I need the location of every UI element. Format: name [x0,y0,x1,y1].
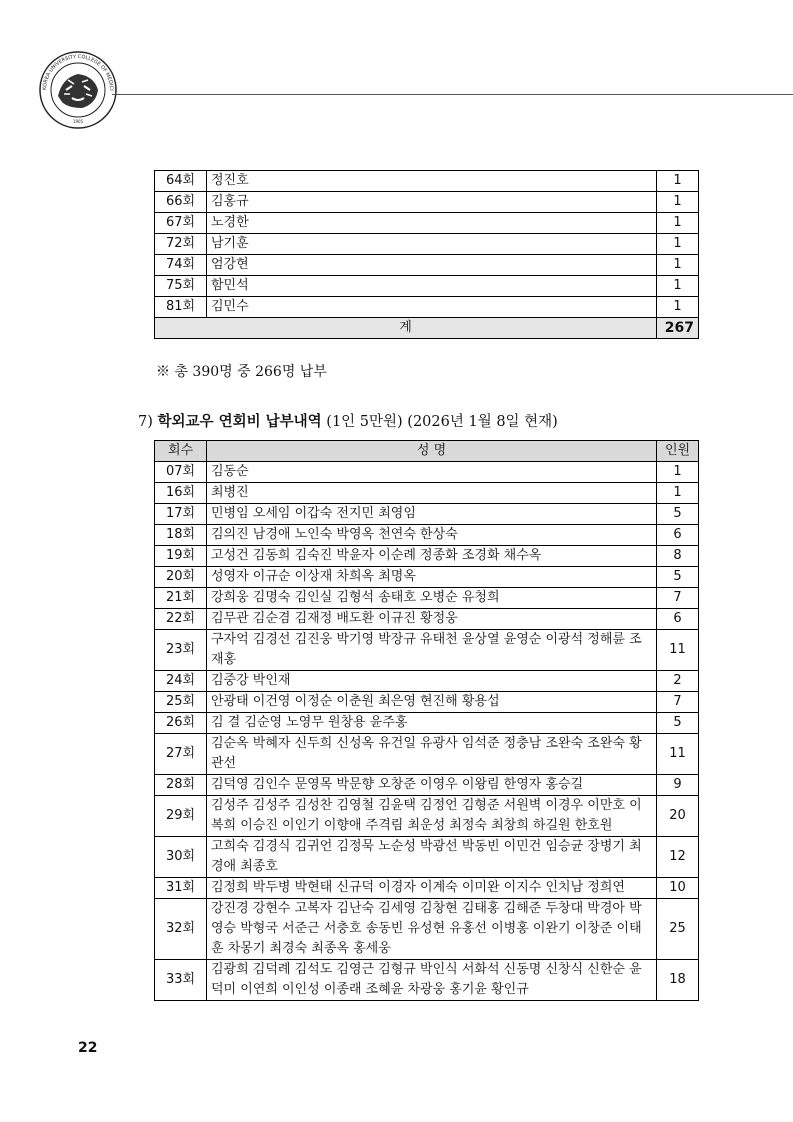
count-cell: 1 [657,276,699,297]
count-cell: 12 [657,837,699,878]
names-cell: 김광희 김덕례 김석도 김영근 김형규 박인식 서화석 신동명 신창식 신한순 윤덕미 이연희 이인성 이종래 조혜윤 차광웅 홍기윤 황인규 [207,960,657,1001]
table-row [155,192,699,213]
table-row [155,609,699,630]
names-cell: 고성건 김동희 김숙진 박윤자 이순례 정종화 조경화 채수옥 [207,546,657,567]
generation-cell: 72회 [155,234,207,255]
table-row [155,878,699,899]
count-cell: 1 [657,171,699,192]
generation-cell: 20회 [155,567,207,588]
dues-table-continued [154,170,699,339]
header-rule [112,94,793,95]
names-cell: 함민석 [207,276,657,297]
page-number: 22 [78,1040,98,1056]
table-row [155,297,699,318]
tiger-emblem-icon [38,50,118,130]
table-row [155,504,699,525]
generation-cell: 67회 [155,213,207,234]
count-cell: 18 [657,960,699,1001]
count-cell: 1 [657,192,699,213]
total-label: 계 [155,318,657,339]
generation-cell: 19회 [155,546,207,567]
generation-cell: 33회 [155,960,207,1001]
header-names: 성 명 [207,441,657,462]
count-cell: 25 [657,899,699,960]
table-row [155,837,699,878]
table-row [155,796,699,837]
names-cell: 안광태 이건영 이정순 이춘원 최은영 현진해 황용섭 [207,692,657,713]
generation-cell: 16회 [155,483,207,504]
count-cell: 5 [657,504,699,525]
names-cell: 김중강 박인재 [207,671,657,692]
count-cell: 20 [657,796,699,837]
generation-cell: 31회 [155,878,207,899]
svg-text:KOREA UNIVERSITY COLLEGE OF ME: KOREA UNIVERSITY COLLEGE OF MEDICI [41,53,115,91]
count-cell: 5 [657,713,699,734]
association-logo [38,50,118,130]
names-cell: 김의진 남경애 노인숙 박영옥 천연숙 한상숙 [207,525,657,546]
table-row [155,483,699,504]
names-cell: 엄강현 [207,255,657,276]
names-cell: 성영자 이규순 이상재 차희옥 최명옥 [207,567,657,588]
alumni-dues-table [154,440,699,1001]
names-cell: 김홍규 [207,192,657,213]
table-row [155,276,699,297]
table-row [155,213,699,234]
generation-cell: 17회 [155,504,207,525]
names-cell: 최병진 [207,483,657,504]
generation-cell: 18회 [155,525,207,546]
generation-cell: 07회 [155,462,207,483]
generation-cell: 28회 [155,775,207,796]
section-title-rest: (1인 5만원) (2026년 1월 8일 현재) [326,414,558,430]
count-cell: 9 [657,775,699,796]
count-cell: 1 [657,462,699,483]
names-cell: 강진경 강현수 고복자 김난숙 김세영 김창현 김태홍 김해준 두창대 박경아 박영승 박형국 서준근 서충호 송동빈 유성현 유홍선 이병홍 이완기 이창준 이태훈 차몽기 최경숙 최종옥 홍세웅 [207,899,657,960]
table-row [155,171,699,192]
svg-text:1905: 1905 [72,119,84,124]
count-cell: 11 [657,630,699,671]
table-row [155,525,699,546]
count-cell: 1 [657,255,699,276]
total-value: 267 [657,318,699,339]
names-cell: 김무관 김순겸 김재정 배도환 이규진 황정웅 [207,609,657,630]
table-row [155,546,699,567]
generation-cell: 30회 [155,837,207,878]
names-cell: 김성주 김성주 김성찬 김영철 김윤택 김정언 김형준 서원벽 이경우 이만호 이복희 이승진 이인기 이향애 주격림 최운성 최정숙 최창희 하길원 한호원 [207,796,657,837]
names-cell: 구자억 김경선 김진웅 박기영 박장규 유태천 윤상열 윤영순 이광석 정해륜 조재홍 [207,630,657,671]
section-title [138,410,558,431]
table-row [155,462,699,483]
table-row [155,588,699,609]
names-cell: 김 결 김순영 노영무 원창용 윤주홍 [207,713,657,734]
table-row [155,734,699,775]
generation-cell: 21회 [155,588,207,609]
table-row [155,899,699,960]
generation-cell: 24회 [155,671,207,692]
count-cell: 5 [657,567,699,588]
table-row [155,567,699,588]
table-row [155,775,699,796]
generation-cell: 75회 [155,276,207,297]
generation-cell: 27회 [155,734,207,775]
names-cell: 고희숙 김경식 김귀언 김정묵 노순성 박광선 박동빈 이민건 임승균 장병기 최경애 최종호 [207,837,657,878]
count-cell: 1 [657,213,699,234]
names-cell: 김덕영 김인수 문영목 박문향 오창준 이영우 이왕림 한영자 홍승길 [207,775,657,796]
count-cell: 1 [657,297,699,318]
table-row [155,630,699,671]
generation-cell: 81회 [155,297,207,318]
count-cell: 1 [657,234,699,255]
count-cell: 2 [657,671,699,692]
names-cell: 정진호 [207,171,657,192]
names-cell: 김민수 [207,297,657,318]
generation-cell: 22회 [155,609,207,630]
generation-cell: 32회 [155,899,207,960]
names-cell: 남기훈 [207,234,657,255]
names-cell: 김순옥 박혜자 신두희 신성옥 유건일 유광사 임석준 정충남 조완숙 조완숙 황관선 [207,734,657,775]
names-cell: 김정희 박두병 박현태 신규덕 이경자 이계숙 이미완 이지수 인치남 정희연 [207,878,657,899]
generation-cell: 74회 [155,255,207,276]
payment-note: ※ 총 390명 중 266명 납부 [156,364,327,380]
names-cell: 김동순 [207,462,657,483]
names-cell: 노경한 [207,213,657,234]
total-row [155,318,699,339]
count-cell: 7 [657,588,699,609]
count-cell: 7 [657,692,699,713]
generation-cell: 26회 [155,713,207,734]
count-cell: 10 [657,878,699,899]
table-row [155,692,699,713]
count-cell: 11 [657,734,699,775]
generation-cell: 25회 [155,692,207,713]
header-generation: 회수 [155,441,207,462]
table-row [155,671,699,692]
generation-cell: 64회 [155,171,207,192]
generation-cell: 29회 [155,796,207,837]
table-header-row [155,441,699,462]
count-cell: 6 [657,525,699,546]
table-row [155,255,699,276]
header-count: 인원 [657,441,699,462]
count-cell: 1 [657,483,699,504]
names-cell: 민병임 오세임 이갑숙 전지민 최영임 [207,504,657,525]
table-row [155,234,699,255]
generation-cell: 23회 [155,630,207,671]
count-cell: 6 [657,609,699,630]
count-cell: 8 [657,546,699,567]
table-row [155,960,699,1001]
generation-cell: 66회 [155,192,207,213]
names-cell: 강희웅 김명숙 김인실 김형석 송태호 오병순 유청희 [207,588,657,609]
section-title-bold: 학외교우 연회비 납부내역 [157,413,322,430]
table-row [155,713,699,734]
section-number: 7) [138,414,153,430]
